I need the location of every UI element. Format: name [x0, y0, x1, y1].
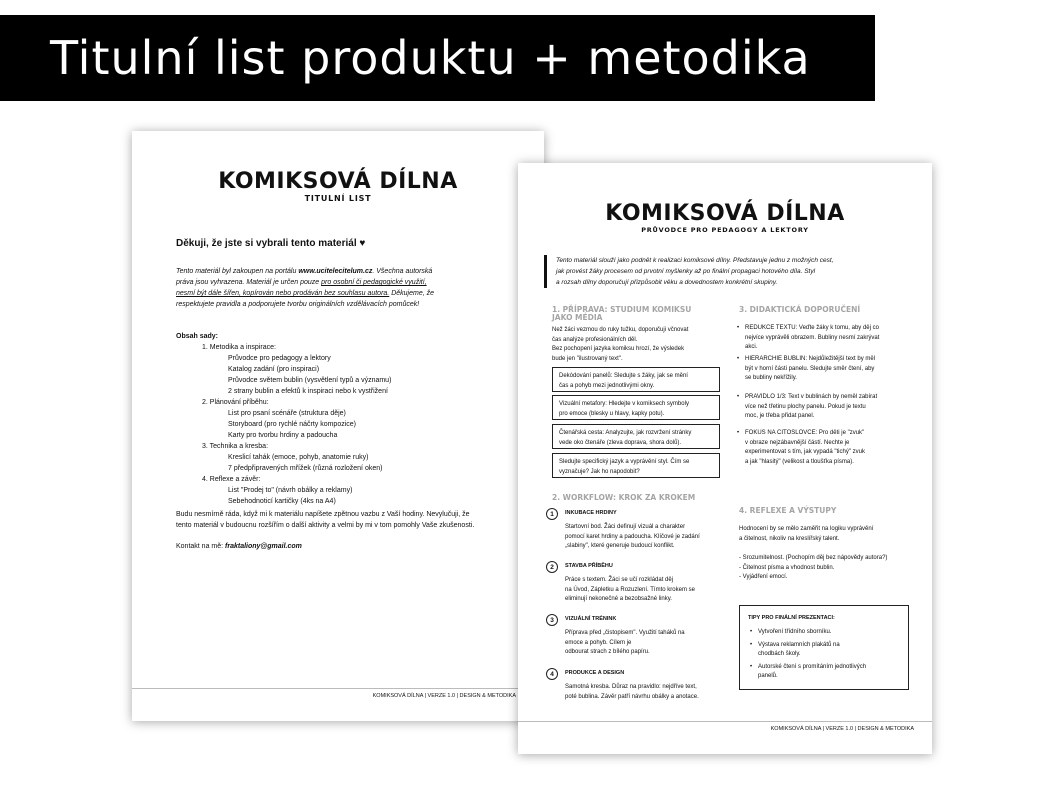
- didactic-tip-line: FOKUS NA CITOSLOVCE: Pro děti je "zvuk": [745, 430, 865, 436]
- page-title: KOMIKSOVÁ DÍLNA: [218, 169, 458, 194]
- intro-accent-bar: [544, 255, 547, 288]
- didactic-tip-line: se bubliny nekřížily.: [745, 375, 797, 381]
- section-1-line: Bez pochopení jazyka komiksu hrozí, že výsledek: [552, 346, 685, 352]
- intro-line: Tento materiál slouží jako podnět k realizaci komiksové dílny. Představuje jednu z možných cest,: [556, 257, 834, 264]
- contents-item: Katalog zadání (pro inspiraci): [228, 366, 320, 373]
- methodology-page: [518, 163, 932, 754]
- page-subtitle: PRŮVODCE PRO PEDAGOGY A LEKTORY: [641, 226, 809, 234]
- contents-item: Karty pro tvorbu hrdiny a padoucha: [228, 432, 338, 439]
- section-4-line: a čitelnost, nikoliv na kreslířský talent.: [739, 535, 840, 542]
- section-4-line: Hodnocení by se mělo zaměřit na logiku vyprávění: [739, 526, 874, 532]
- bullet-icon: •: [750, 641, 753, 648]
- tipbox-item: [750, 641, 905, 660]
- didactic-tip-line: HIERARCHIE BUBLIN: Nejdůležitější text by měl: [745, 356, 876, 362]
- intro-line: a rozsah dílny doporučují přizpůsobit věku a dovednostem konkrétní skupiny.: [556, 279, 778, 286]
- step-text: [565, 629, 740, 658]
- didactic-tip-line: více než třetinu plochy panelu. Pokud je textu: [745, 403, 866, 410]
- contents-item: 7 předpřipravených mřížek (různá rozložení oken): [228, 465, 383, 472]
- step-number-badge: 1: [546, 508, 558, 520]
- step-line: poté bublina. Závěr patří návrhu obálky a anotace.: [565, 693, 699, 700]
- analysis-box: [552, 395, 720, 420]
- bullet-icon: •: [737, 394, 740, 400]
- reflection-item: - Čitelnost písma a vhodnost bublin.: [739, 564, 835, 571]
- didactic-tip-line: a jak "hlasitý" (velikost a tloušťka písma).: [745, 458, 854, 465]
- section-4-title: 4. REFLEXE A VÝSTUPY: [739, 506, 837, 515]
- tipbox-item: [750, 663, 905, 682]
- step-line: Startovní bod. Žáci definují vizuál a charakter: [565, 524, 686, 530]
- step-title: VIZUÁLNÍ TRÉNINK: [565, 616, 617, 622]
- contents-label: Obsah sady:: [176, 333, 219, 340]
- section-2-title: 2. WORKFLOW: KROK ZA KROKEM: [552, 493, 696, 502]
- bullet-icon: •: [737, 325, 740, 331]
- intro-line: jak provést žáky procesem od prvotní myšlenky až po finální propagaci hotového díla. Styl: [556, 268, 816, 275]
- analysis-box-line: Sledujte specifický jazyk a vyprávění styl. Čím se: [559, 459, 690, 465]
- page-subtitle: TITULNÍ LIST: [304, 194, 372, 203]
- analysis-box-line: vyznačuje? Jak ho napodobit?: [559, 469, 640, 475]
- bullet-icon: •: [737, 356, 740, 362]
- page-footer: KOMIKSOVÁ DÍLNA | VERZE 1.0 | DESIGN & METODIKA: [518, 721, 932, 732]
- step-number-badge: 4: [546, 668, 558, 680]
- contents-item: Sebehodnoticí kartičky (4ks na A4): [228, 498, 336, 505]
- intro-text: [556, 255, 926, 288]
- contact-email[interactable]: fraktaliony@gmail.com: [225, 543, 302, 550]
- tipbox-item-line: Autorské čtení s promítáním jednotlivých: [758, 663, 867, 670]
- contents-item: List pro psaní scénáře (struktura děje): [228, 410, 346, 417]
- tipbox-item: [750, 628, 905, 638]
- didactic-tip: [737, 355, 922, 384]
- reflection-item: - Vyjádření emocí.: [739, 574, 788, 580]
- final-presentation-tipbox: [739, 605, 909, 690]
- analysis-box-line: pro emoce (blesky u hlavy, kapky potu).: [559, 411, 665, 417]
- reflection-item: - Srozumitelnost. (Pochopím děj bez nápovědy autora?): [739, 555, 888, 561]
- analysis-box-line: Dekódování panelů: Sledujte s žáky, jak se mění: [559, 373, 688, 379]
- tipbox-item-line: panelů.: [758, 673, 778, 679]
- step-line: odbourat strach z bílého papíru.: [565, 649, 650, 655]
- tipbox-item-line: chodbách školy.: [758, 651, 801, 657]
- contents-group: 1. Metodika a inspirace:: [202, 344, 276, 351]
- tipbox-item-line: Vytvoření třídního sborníku.: [758, 629, 832, 635]
- step-title: PRODUKCE A DESIGN: [565, 670, 625, 676]
- step-line: na Úvod, Zápletku a Rozuzlení. Tímto krokem se: [565, 586, 695, 593]
- section-1-title: 1. PŘÍPRAVA: STUDIUM KOMIKSU JAKO MÉDIA: [552, 305, 692, 322]
- tipbox-title: TIPY PRO FINÁLNÍ PREZENTACI:: [748, 615, 835, 621]
- step-line: eliminují nekonečné a bezobsažné linky.: [565, 596, 672, 602]
- didactic-tip-line: experimentovat s tím, jak vypadá "tichý" zvuk: [745, 449, 865, 455]
- bullet-icon: •: [750, 663, 753, 670]
- step-title: STAVBA PŘÍBĚHU: [565, 563, 613, 569]
- analysis-box: [552, 367, 720, 392]
- step-line: Příprava před „čistopisem". Využití taháků na: [565, 630, 685, 636]
- analysis-box-line: Vizuální metafory: Hledejte v komiksech symboly: [559, 401, 689, 407]
- analysis-box: [552, 453, 720, 478]
- tipbox-list: [750, 628, 905, 685]
- contents-group: 2. Plánování příběhu:: [202, 399, 269, 406]
- didactic-tip-line: v obraze nejzábavnější částí. Nechte je: [745, 439, 850, 446]
- contents-group: 4. Reflexe a závěr:: [202, 476, 261, 483]
- section-1-line: Než žáci vezmou do ruky tužku, doporučuji včnovat: [552, 327, 689, 333]
- banner: [0, 15, 875, 101]
- contents-item: Kreslicí tahák (emoce, pohyb, anatomie ruky): [228, 454, 369, 461]
- analysis-box-line: vede oko čtenáře (zleva doprava, shora dolů).: [559, 440, 682, 446]
- didactic-tip-line: nejvíce vyprávěli obrazem. Bubliny nesmí zakrývat: [745, 334, 880, 341]
- step-line: „slabiny", které generuje budoucí konflikt.: [565, 543, 675, 549]
- title-sheet-page: [132, 131, 544, 721]
- contents-item: Průvodce světem bublin (vysvětlení typů a významu): [228, 377, 392, 384]
- bullet-icon: •: [750, 629, 753, 635]
- page-title: KOMIKSOVÁ DÍLNA: [605, 201, 845, 226]
- section-3-title: 3. DIDAKTICKÁ DOPORUČENÍ: [739, 305, 861, 314]
- section-4-text: [739, 525, 919, 544]
- site-link[interactable]: www.ucitelecitelum.cz: [298, 268, 373, 275]
- contents-item: List "Prodej to" (návrh obálky a reklamy): [228, 487, 353, 494]
- didactic-tip-line: akci.: [745, 344, 758, 350]
- didactic-tip-line: být v horní části panelu. Sledujte směr čtení, aby: [745, 365, 875, 372]
- banner-title: Titulní list produktu + metodika: [50, 31, 811, 85]
- step-number-badge: 3: [546, 614, 558, 626]
- outro-text: Budu nesmírně ráda, když mi k materiálu napíšete zpětnou vazbu z Vaší hodiny. Nevylučuji, že tento materiál v budoucnu rozšířím o další aktivity a velmi by mi v tom pomohly Vaše zkušenosti.: [176, 511, 475, 529]
- contact: Kontakt na mě: fraktaliony@gmail.com: [176, 543, 302, 550]
- step-line: Práce s textem. Žáci se učí rozkládat děj: [565, 577, 674, 583]
- contents-item: 2 strany bublin a efektů k inspiraci nebo k vystřižení: [228, 388, 388, 395]
- step-text: [565, 523, 740, 552]
- step-number-badge: 2: [546, 561, 558, 573]
- thanks-heading: Děkuji, že jste si vybrali tento materiál ♥: [176, 238, 366, 249]
- page-footer: KOMIKSOVÁ DÍLNA | VERZE 1.0 | DESIGN & METODIKA: [132, 688, 544, 699]
- section-4-items: [739, 554, 929, 583]
- contents-group: 3. Technika a kresba:: [202, 443, 269, 450]
- contents-item: Průvodce pro pedagogy a lektory: [228, 355, 331, 362]
- bullet-icon: •: [737, 430, 740, 436]
- contents-list: [176, 342, 506, 507]
- analysis-box-line: čas a pohyb mezi jednotlivými okny.: [559, 383, 655, 389]
- didactic-tip-line: moc, je třeba přidat panel.: [745, 413, 815, 419]
- didactic-tip: [737, 324, 922, 353]
- didactic-tip-line: REDUKCE TEXTU: Veďte žáky k tomu, aby děj co: [745, 325, 879, 331]
- didactic-tip: [737, 429, 922, 467]
- analysis-box: [552, 424, 720, 449]
- step-title: INKUBACE HRDINY: [565, 510, 617, 516]
- step-line: emoce a pohyb. Cílem je: [565, 639, 632, 646]
- tipbox-item-line: Výstava reklamních plakátů na: [758, 641, 840, 648]
- section-1-line: čas analýze profesionálních děl.: [552, 336, 638, 343]
- step-line: Samotná kresba. Důraz na pravidlo: nejdříve text,: [565, 684, 697, 690]
- contents-item: Storyboard (pro rychlé náčrty kompozice): [228, 421, 356, 428]
- section-1-line: bude jen "ilustrovaný text".: [552, 355, 623, 362]
- analysis-box-line: Čtenářská cesta: Analyzujte, jak rozvržení stránky: [559, 430, 692, 436]
- didactic-tip-line: PRAVIDLO 1/3: Text v bublinách by neměl zabírat: [745, 394, 878, 400]
- section-1-text: [552, 326, 732, 364]
- step-text: [565, 576, 740, 605]
- step-line: pomocí karet hrdiny a padoucha. Klíčové je zadání: [565, 533, 700, 540]
- intro-text: Tento materiál byl zakoupen na portálu www.ucitelecitelum.cz. Všechna autorská práva jsou vyhrazena. Materiál je určen pouze pro osobní či pedagogické využití, nesmí být dále šířen, kopírován nebo prodáván bez souhlasu autora. Děkujeme, že respektujete pravidla a podporujete tvorbu originálních vzdělávacích pomůcek!: [176, 268, 434, 308]
- didactic-tip: [737, 393, 922, 422]
- step-text: [565, 683, 740, 702]
